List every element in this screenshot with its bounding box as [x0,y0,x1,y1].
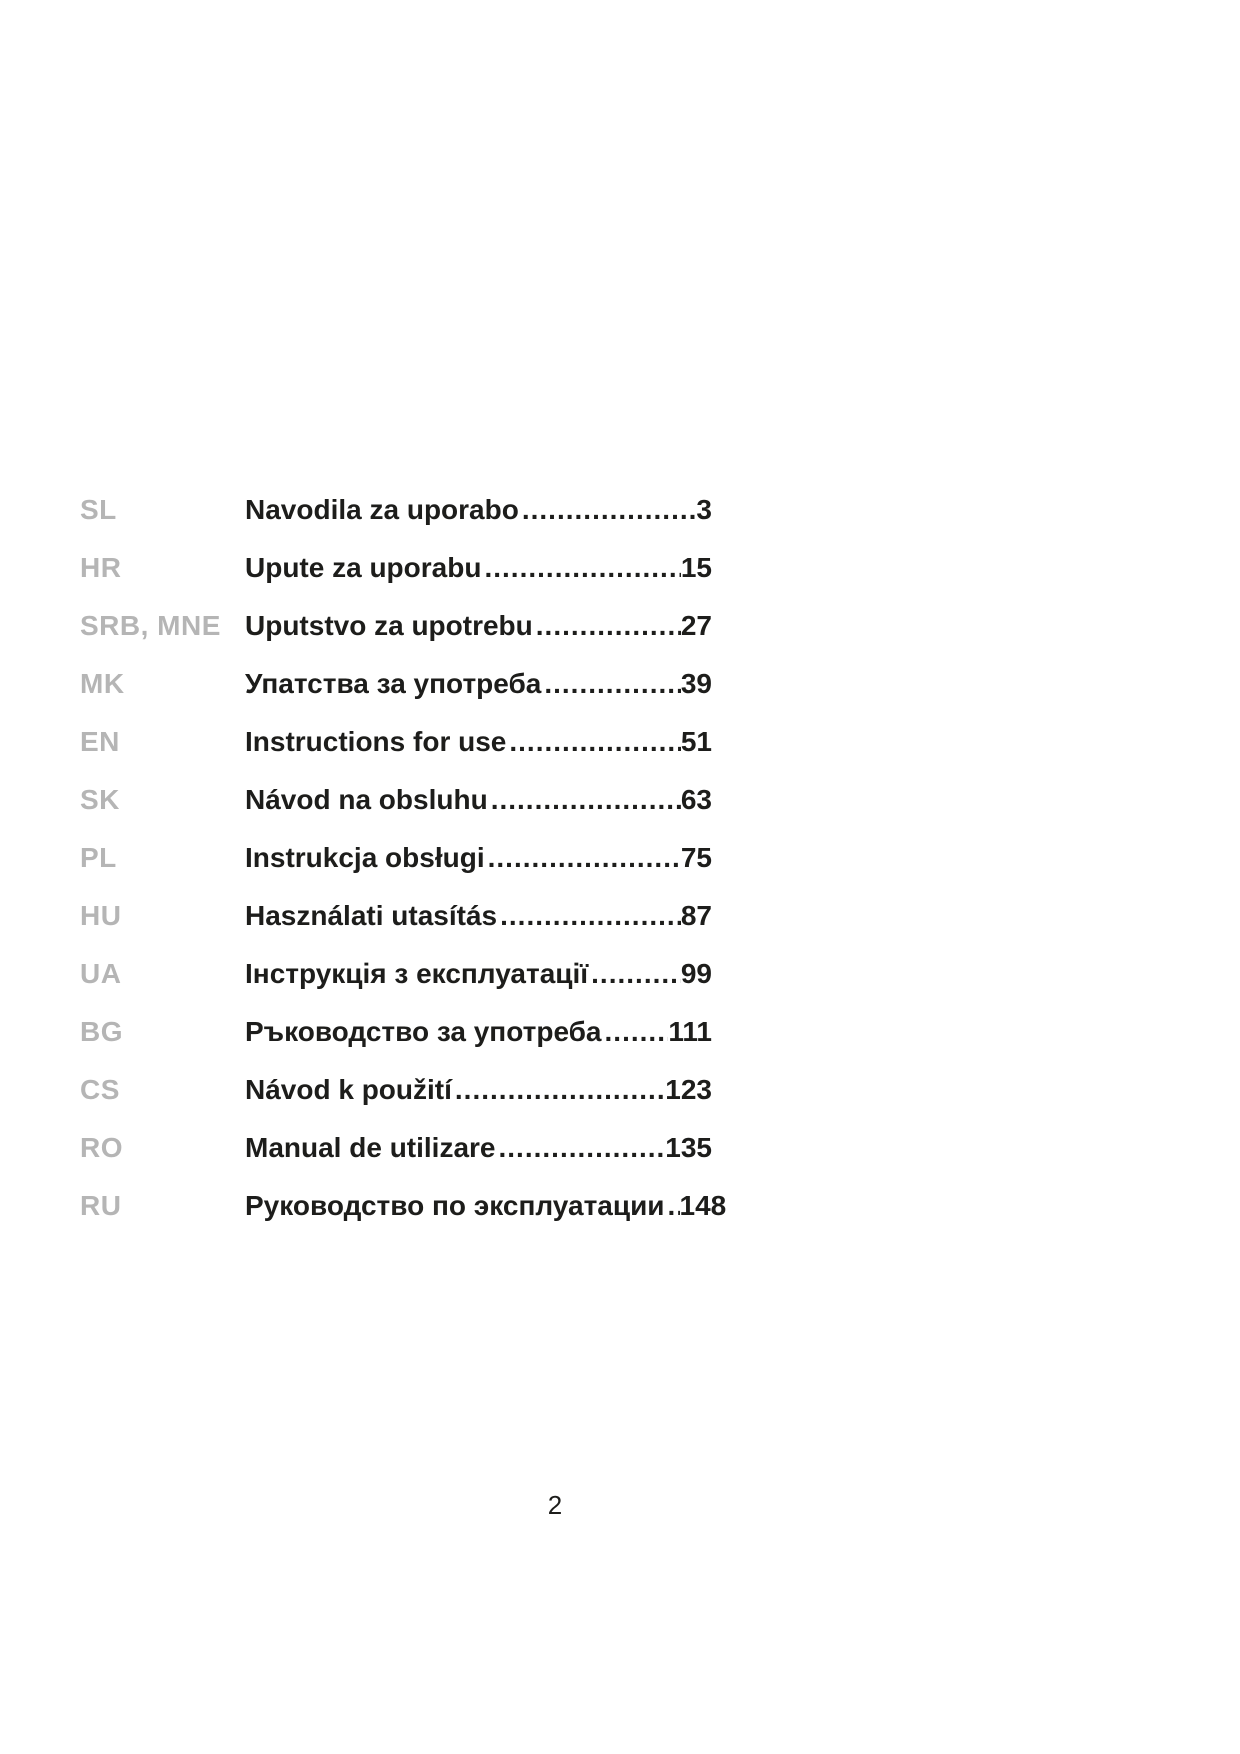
toc-dot-leader [533,608,681,644]
toc-title: Használati utasítás [245,900,498,931]
toc-dot-leader [541,666,681,702]
toc-title: Instructions for use [245,726,507,757]
toc-row [80,724,712,760]
toc-page-number: 87 [680,900,712,931]
toc-dot-leader [497,898,681,934]
toc-row [80,898,712,934]
toc-language-code: MK [80,668,125,699]
toc-row [80,608,712,644]
toc-row [80,782,712,818]
toc-title: Návod k použití [245,1074,452,1105]
toc-row [80,492,712,528]
toc-dot-leader [452,1072,665,1108]
toc-page-number: 63 [680,784,712,815]
toc-language-code: PL [80,842,117,873]
toc-row [80,1014,712,1050]
toc-page-number: 135 [665,1132,712,1163]
toc-language-code: HU [80,900,122,931]
toc-language-code: BG [80,1016,123,1047]
toc-row [80,1130,712,1166]
toc-page-number: 148 [679,1190,727,1221]
toc-language-code: SL [80,494,117,525]
toc-row [80,550,712,586]
toc-dot-leader [488,782,681,818]
toc-row [80,666,712,702]
toc-page-number: 39 [680,668,712,699]
toc-title: Інструкція з експлуатації [245,958,589,989]
page-number-footer: 2 [547,1490,563,1520]
toc-row [80,956,712,992]
toc-language-code: EN [80,726,120,757]
toc-dot-leader [588,956,681,992]
toc-dot-leader [485,840,681,876]
toc-language-code: RO [80,1132,123,1163]
toc-dot-leader [602,1014,669,1050]
toc-title: Uputstvo za upotrebu [245,610,533,641]
toc-dot-leader [519,492,697,528]
toc-title: Руководство по эксплуатации [245,1190,665,1221]
toc-dot-leader [665,1188,680,1224]
toc-page-number: 111 [668,1016,712,1047]
toc-page-number: 123 [665,1074,712,1105]
toc-title: Navodila za uporabo [245,494,519,525]
toc-language-code: HR [80,552,122,583]
toc-title: Návod na obsluhu [245,784,488,815]
toc-row [80,840,712,876]
toc-language-code: SK [80,784,120,815]
table-of-contents [80,492,727,1246]
toc-title: Manual de utilizare [245,1132,496,1163]
toc-language-code: CS [80,1074,120,1105]
toc-page-number: 3 [696,494,712,525]
toc-language-code: SRB, MNE [80,610,221,641]
toc-language-code: RU [80,1190,122,1221]
toc-page-number: 27 [680,610,712,641]
toc-page-number: 99 [680,958,712,989]
toc-page-number: 75 [680,842,712,873]
toc-title: Ръководство за употреба [245,1016,602,1047]
toc-page-number: 15 [680,552,712,583]
toc-language-code: UA [80,958,122,989]
toc-page-number: 51 [680,726,712,757]
toc-row [80,1188,727,1224]
toc-row [80,1072,712,1108]
toc-dot-leader [506,724,680,760]
toc-dot-leader [496,1130,666,1166]
toc-title: Упатства за употреба [245,668,542,699]
toc-dot-leader [481,550,680,586]
toc-title: Instrukcja obsługi [245,842,485,873]
toc-title: Upute za uporabu [245,552,482,583]
